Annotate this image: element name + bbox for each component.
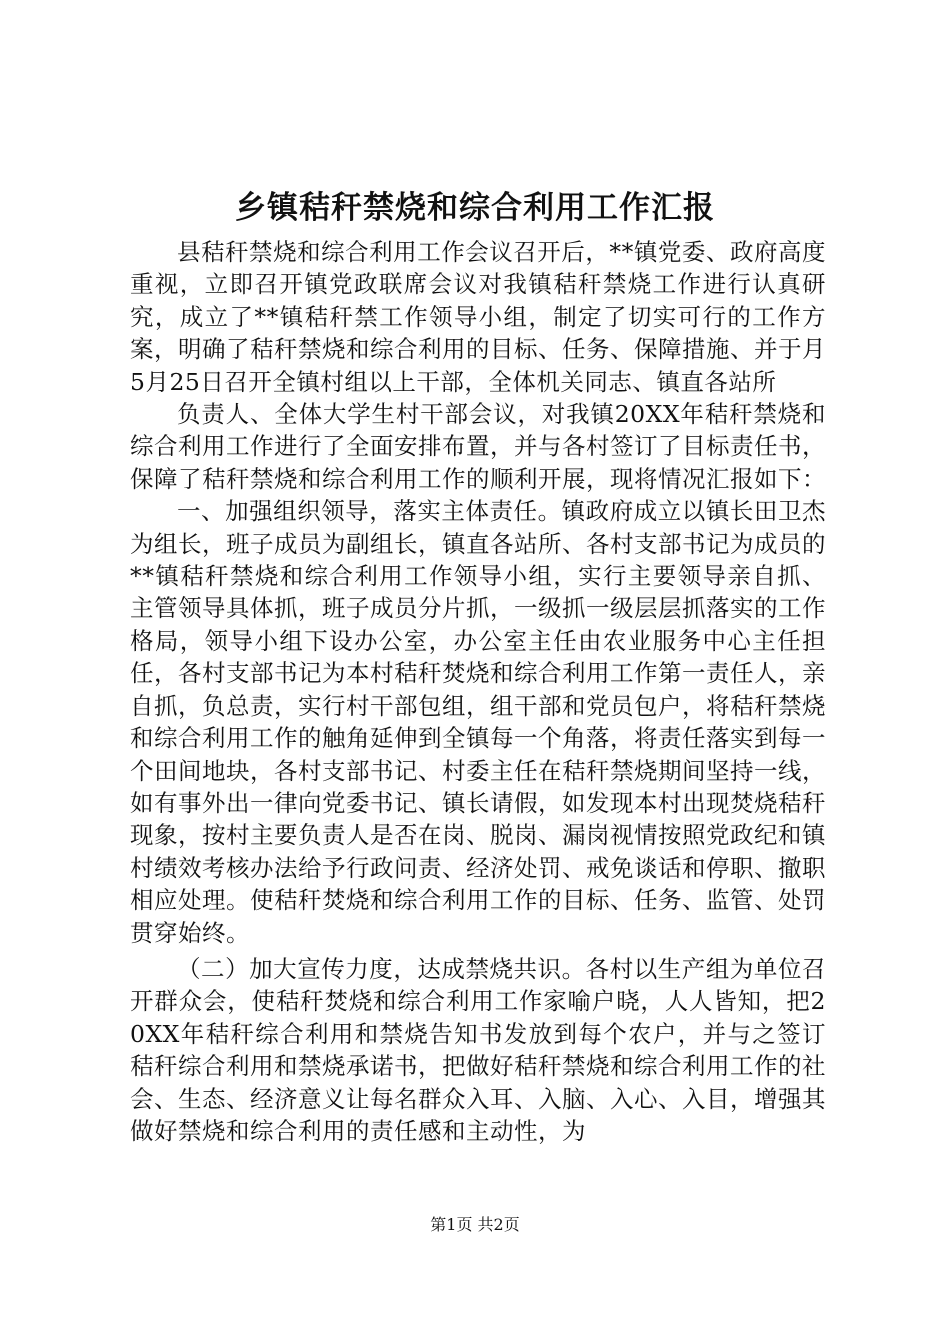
paragraph-section-one: 一、加强组织领导，落实主体责任。镇政府成立以镇长田卫杰为组长，班子成员为副组长，镇直各站所、各村支部书记为成员的**镇秸秆禁烧和综合利用工作领导小组，实行主要领导亲自抓、主管领导具体抓，班子成员分片抓，一级抓一级层层抓落实的工作格局，领导小组下设办公室，办公室主任由农业服务中心主任担任，各村支部书记为本村秸秆焚烧和综合利用工作第一责任人，亲自抓，负总责，实行村干部包组，组干部和党员包户，将秸秆禁烧和综合利用工作的触角延伸到全镇每一个角落，将责任落实到每一个田间地块，各村支部书记、村委主任在秸秆禁烧期间坚持一线，如有事外出一律向党委书记、镇长请假，如发现本村出现焚烧秸秆现象，按村主要负责人是否在岗、脱岗、漏岗视情按照党政纪和镇村绩效考核办法给予行政问责、经济处罚、戒免谈话和停职、撤职相应处理。使秸秆焚烧和综合利用工作的目标、任务、监管、处罚贯穿始终。 — [130, 497, 826, 947]
paragraph-section-two: （二）加大宣传力度，达成禁烧共识。各村以生产组为单位召开群众会，使秸秆焚烧和综合利用工作家喻户晓，人人皆知，把20XX年秸秆综合利用和禁烧告知书发放到每个农户，并与之签订秸秆综合利用和禁烧承诺书，把做好秸秆禁烧和综合利用工作的社会、生态、经济意义让每名群众入耳、入脑、入心、入目，增强其做好禁烧和综合利用的责任感和主动性，为 — [130, 954, 826, 1145]
document-body — [130, 236, 826, 1147]
paragraph-meeting: 负责人、全体大学生村干部会议，对我镇20XX年秸秆禁烧和综合利用工作进行了全面安排布置，并与各村签订了目标责任书，保障了秸秆禁烧和综合利用工作的顺利开展，现将情况汇报如下： — [130, 400, 826, 493]
paragraph-intro: 县秸秆禁烧和综合利用工作会议召开后，**镇党委、政府高度重视，立即召开镇党政联席会议对我镇秸秆禁烧工作进行认真研究，成立了**镇秸秆禁工作领导小组，制定了切实可行的工作方案，明确了秸秆禁烧和综合利用的目标、任务、保障措施、并于月5月25日召开全镇村组以上干部，全体机关同志、镇直各站所 — [130, 238, 826, 396]
document-title: 乡镇秸秆禁烧和综合利用工作汇报 — [235, 190, 715, 226]
page-footer: 第1页 共2页 — [430, 1215, 520, 1234]
